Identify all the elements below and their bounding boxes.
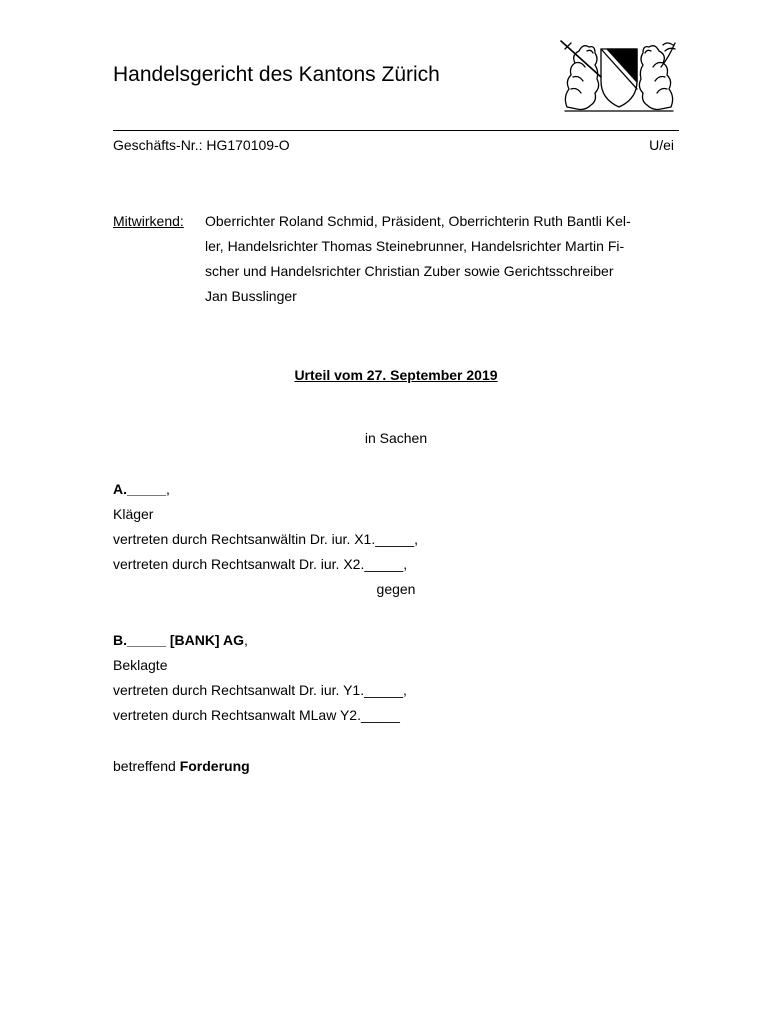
judgment-title (113, 366, 679, 384)
case-reference: U/ei (649, 137, 674, 153)
party-a-counsel: vertreten durch Rechtsanwalt Dr. iur. X2._____, (113, 556, 408, 572)
party-b-counsel: vertreten durch Rechtsanwalt Dr. iur. Y1._____, (113, 682, 407, 698)
regarding-prefix: betreffend (113, 758, 180, 774)
party-b-name-line (113, 628, 407, 653)
judgment-title-text: Urteil vom 27. September 2019 (294, 367, 498, 383)
party-a-block (113, 477, 418, 577)
party-b-counsel: vertreten durch Rechtsanwalt MLaw Y2._____ (113, 707, 400, 723)
participants-line: ler, Handelsrichter Thomas Steinebrunner, Handelsrichter Martin Fi- (205, 238, 625, 254)
header-divider (113, 130, 679, 131)
versus-text: gegen (376, 581, 416, 597)
participants-label: Mitwirkend: (113, 213, 184, 229)
party-a-role: Kläger (113, 506, 154, 522)
regarding-line (113, 754, 250, 779)
versus-label (113, 580, 679, 598)
party-a-name: A._____ (113, 481, 166, 497)
in-sachen-label: in Sachen (364, 430, 428, 446)
case-number: Geschäfts-Nr.: HG170109-O (113, 137, 290, 153)
party-a-counsel: vertreten durch Rechtsanwältin Dr. iur. X1._____, (113, 531, 419, 547)
participants-line: scher und Handelsrichter Christian Zuber sowie Gerichtsschreiber (205, 263, 614, 279)
party-b-name: B._____ [BANK] AG (113, 632, 244, 648)
party-b-block (113, 628, 407, 728)
zurich-coat-of-arms-icon (557, 37, 681, 113)
participants-list (205, 209, 631, 309)
regarding-subject: Forderung (179, 758, 250, 774)
party-b-role: Beklagte (113, 657, 168, 673)
participants-line: Jan Busslinger (205, 288, 297, 304)
court-name: Handelsgericht des Kantons Zürich (113, 63, 440, 86)
participants-line: Oberrichter Roland Schmid, Präsident, Oberrichterin Ruth Bantli Kel- (205, 213, 631, 229)
party-b-name-suffix: , (243, 632, 248, 648)
party-a-name-line (113, 477, 418, 502)
party-a-name-suffix: , (165, 481, 170, 497)
